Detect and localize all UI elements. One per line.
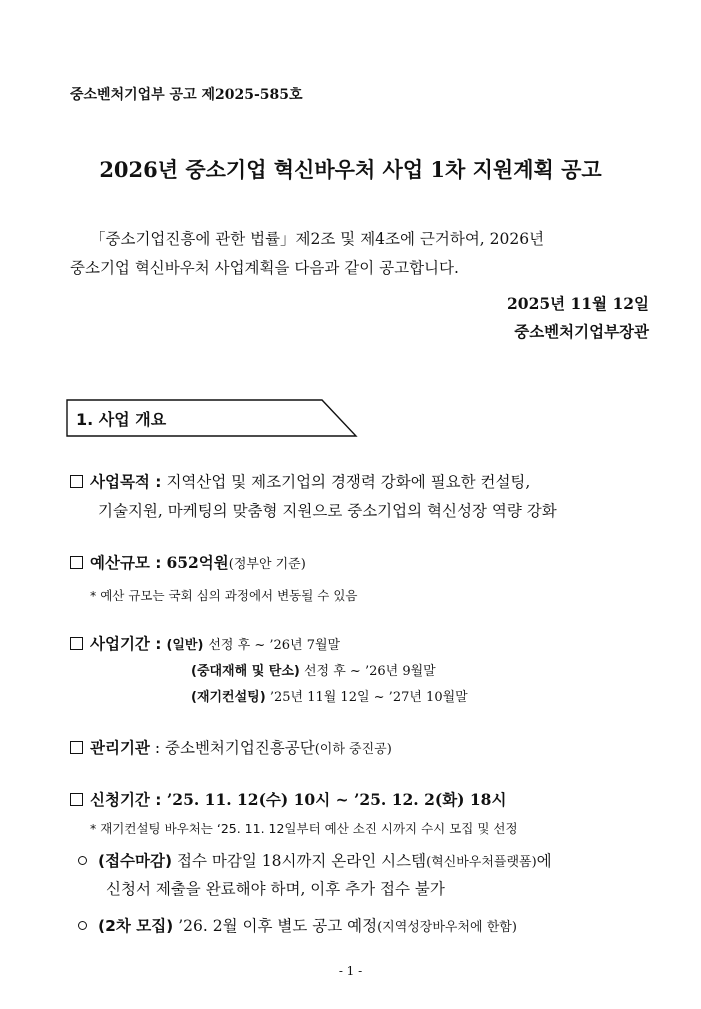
application-label: 신청기간 : (90, 791, 162, 809)
checkbox-icon (70, 637, 83, 650)
period-item (70, 632, 340, 654)
purpose-item (70, 470, 530, 492)
application-note: * 재기컨설팅 바우처는 ‘25. 11. 12일부터 예산 소진 시까지 수시 모집 및 선정 (90, 821, 518, 836)
budget-label: 예산규모 : (90, 554, 162, 572)
checkbox-icon (70, 475, 83, 488)
deadline-platform: (혁신바우처플랫폼) (426, 855, 537, 870)
notice-number: 중소벤처기업부 공고 제2025-585호 (70, 87, 303, 103)
agency-label: 관리기관 (90, 739, 150, 757)
checkbox-icon (70, 741, 83, 754)
period-tag-general: (일반) (166, 638, 204, 653)
issuer-name: 중소벤처기업부장관 (514, 322, 649, 341)
checkbox-icon (70, 793, 83, 806)
period-text-disaster: 선정 후 ~ ’26년 9월말 (303, 664, 436, 679)
agency-abbr: (이하 중진공) (314, 742, 392, 757)
deadline-line-2: 신청서 제출을 완료해야 하며, 이후 추가 접수 불가 (106, 880, 445, 898)
application-period: ’25. 11. 12(수) 10시 ~ ’25. 12. 2(화) 18시 (166, 790, 507, 809)
budget-basis: (정부안 기준) (228, 557, 306, 572)
deadline-item (78, 849, 552, 871)
budget-item (70, 551, 306, 573)
intro-line-2: 중소기업 혁신바우처 사업계획을 다음과 같이 공고합니다. (70, 259, 459, 277)
purpose-label: 사업목적 : (90, 473, 162, 491)
period-row-disaster (191, 660, 436, 679)
agency-text: : 중소벤처기업진흥공단 (154, 739, 315, 757)
intro-line-1: 「중소기업진흥에 관한 법률」제2조 및 제4조에 근거하여, 2026년 (90, 230, 545, 248)
section-heading: 1. 사업 개요 (76, 410, 167, 429)
deadline-line-1: 접수 마감일 18시까지 온라인 시스템 (177, 852, 427, 870)
period-tag-restart: (재기컨설팅) (191, 690, 266, 705)
page-number: - 1 - (338, 964, 363, 978)
second-round-scope: (지역성장바우처에 한함) (377, 920, 517, 935)
deadline-tag: (접수마감) (98, 852, 173, 870)
period-text-restart: ’25년 11월 12일 ~ ’27년 10월말 (269, 690, 468, 705)
second-round-tag: (2차 모집) (98, 917, 174, 935)
bullet-circle-icon (78, 921, 87, 930)
bullet-circle-icon (78, 856, 87, 865)
period-label: 사업기간 : (90, 635, 162, 653)
application-item (70, 788, 506, 810)
period-text-general: 선정 후 ~ ’26년 7월말 (208, 638, 341, 653)
budget-note: * 예산 규모는 국회 심의 과정에서 변동될 수 있음 (90, 588, 358, 603)
second-round-item (78, 914, 517, 936)
agency-item (70, 736, 392, 758)
notice-date: 2025년 11월 12일 (507, 294, 649, 313)
page-title: 2026년 중소기업 혁신바우처 사업 1차 지원계획 공고 (99, 157, 602, 182)
deadline-line-1-end: 에 (536, 852, 552, 870)
checkbox-icon (70, 556, 83, 569)
period-tag-disaster: (중대재해 및 탄소) (191, 664, 300, 679)
budget-amount: 652억원 (166, 553, 229, 572)
second-round-text: ’26. 2월 이후 별도 공고 예정 (178, 917, 378, 935)
purpose-line-1: 지역산업 및 제조기업의 경쟁력 강화에 필요한 컨설팅, (166, 473, 531, 491)
purpose-line-2: 기술지원, 마케팅의 맞춤형 지원으로 중소기업의 혁신성장 역량 강화 (98, 502, 557, 520)
period-row-restart (191, 686, 468, 705)
